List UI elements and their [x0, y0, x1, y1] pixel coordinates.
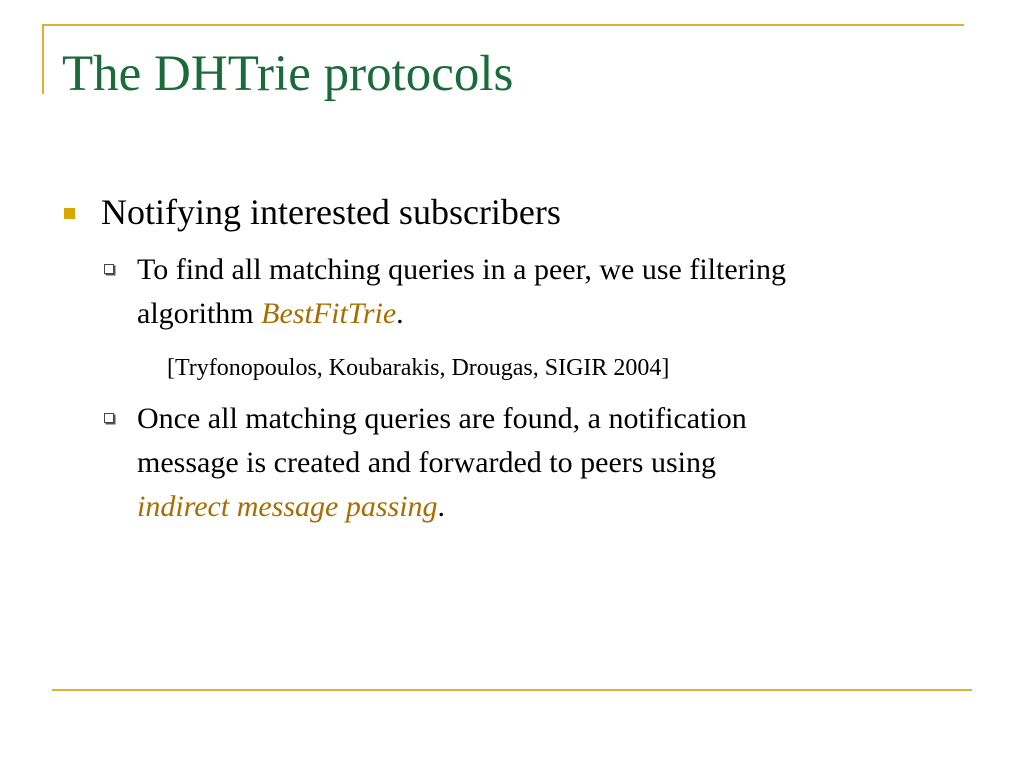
sub-bullet-filtering: [137, 248, 957, 336]
sub-bullet-filtering-line2: [137, 292, 957, 336]
citation: [Tryfonopoulos, Koubarakis, Drougas, SIGIR 2004]: [167, 355, 670, 381]
sub-bullet-notification-line3: [137, 485, 957, 529]
hollow-square-bullet-icon: [104, 413, 114, 423]
indirect-message-passing-emphasis: indirect message passing: [137, 490, 438, 523]
algorithm-text: algorithm: [137, 297, 262, 330]
period-text: .: [396, 297, 404, 330]
top-accent-rule: [42, 24, 964, 26]
sub-bullet-notification: [137, 397, 957, 529]
sub-bullet-filtering-line1: To find all matching queries in a peer, we use filtering: [137, 253, 786, 286]
hollow-square-bullet-icon: [104, 264, 114, 274]
bottom-accent-rule: [52, 689, 972, 691]
bestfittrie-emphasis: BestFitTrie: [261, 297, 397, 330]
gold-square-bullet-icon: [62, 188, 76, 202]
left-accent-rule: [42, 24, 44, 94]
sub-bullet-notification-line2: message is created and forwarded to peers using: [137, 446, 716, 479]
bullet-notifying-subscribers: Notifying interested subscribers: [101, 192, 561, 232]
period-text: .: [437, 490, 446, 523]
slide-title: The DHTrie protocols: [62, 46, 514, 102]
sub-bullet-notification-line1: Once all matching queries are found, a notification: [137, 402, 747, 435]
